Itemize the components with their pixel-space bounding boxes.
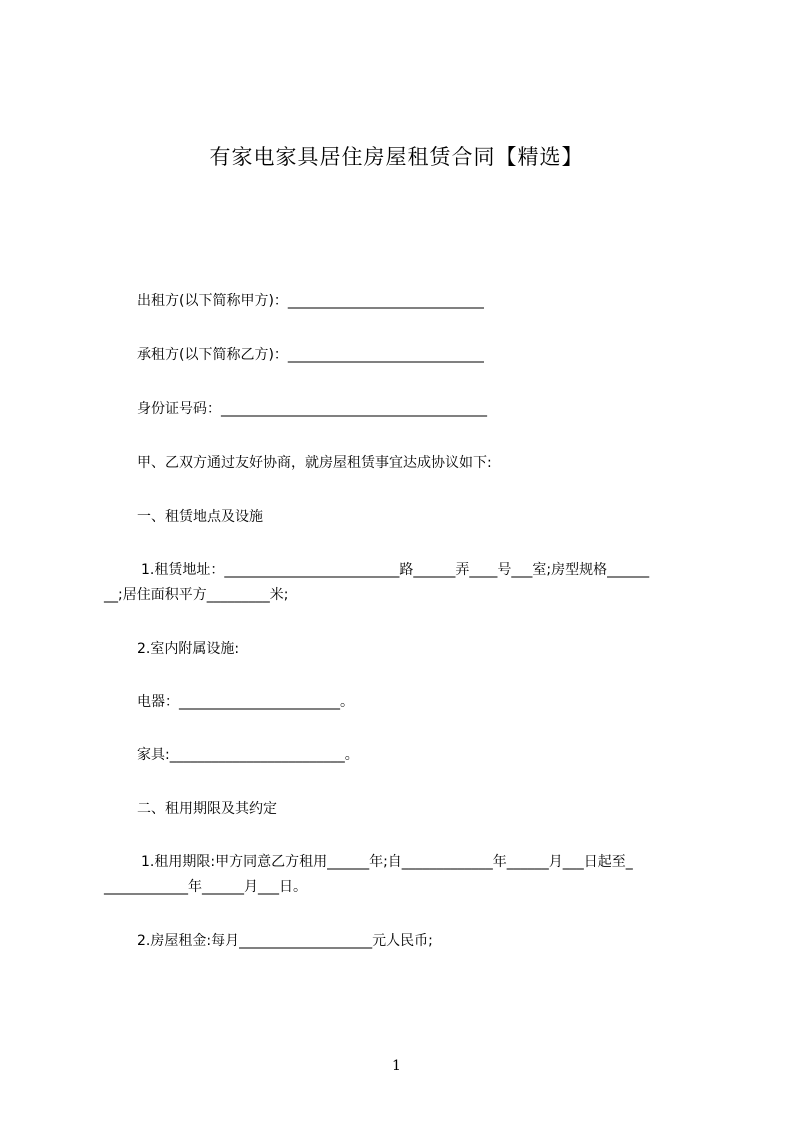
- rental-address-line-cont: __;居住面积平方_________米;: [104, 587, 289, 603]
- id-number-line: 身份证号码：______________________________________: [137, 401, 487, 417]
- document-title: 有家电家具居住房屋租赁合同【精选】: [209, 145, 584, 169]
- facilities-heading: 2.室内附属设施:: [137, 641, 240, 657]
- lease-term-line-cont: ____________年______月___日。: [104, 879, 307, 895]
- agreement-intro: 甲、乙双方通过友好协商，就房屋租赁事宜达成协议如下:: [137, 455, 492, 471]
- lessee-line: 承租方(以下简称乙方)：____________________________: [137, 347, 484, 363]
- lessor-line: 出租方(以下简称甲方)：____________________________: [137, 293, 484, 309]
- rent-line: 2.房屋租金:每月___________________元人民币;: [137, 933, 433, 949]
- rental-address-line: 1.租赁地址：_________________________路______弄____号___室;房型规格______: [141, 562, 650, 578]
- furniture-line: 家具:_________________________。: [137, 747, 359, 763]
- section-heading-location: 一、租赁地点及设施: [137, 509, 263, 525]
- lease-term-line: 1.租用期限:甲方同意乙方租用______年;自_____________年______月___日起至_: [141, 854, 633, 870]
- appliances-line: 电器：_______________________。: [137, 694, 354, 710]
- page-number: 1: [392, 1058, 401, 1074]
- section-heading-term: 二、租用期限及其约定: [137, 801, 277, 817]
